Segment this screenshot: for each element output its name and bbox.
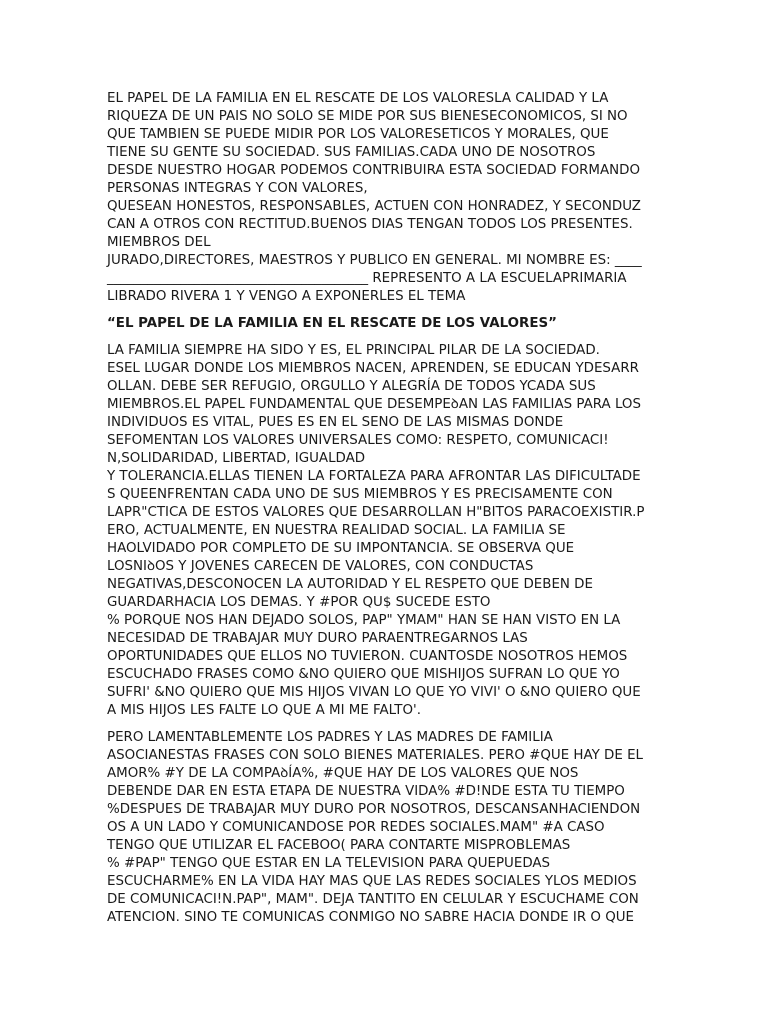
- document-title: “EL PAPEL DE LA FAMILIA EN EL RESCATE DE LOS VALORES”: [107, 316, 557, 331]
- body-line: ERO, ACTUALMENTE, EN NUESTRA REALIDAD SOCIAL. LA FAMILIA SE: [107, 523, 566, 538]
- body-line: N,SOLIDARIDAD, LIBERTAD, IGUALDAD: [107, 451, 366, 466]
- spacer: [107, 306, 665, 315]
- closing-line: TENGO QUE UTILIZAR EL FACEBOO( PARA CONTARTE MISPROBLEMAS: [107, 838, 571, 853]
- body-line: SEFOMENTAN LOS VALORES UNIVERSALES COMO: RESPETO, COMUNICACI!: [107, 433, 609, 448]
- closing-line: PERO LAMENTABLEMENTE LOS PADRES Y LAS MADRES DE FAMILIA: [107, 730, 553, 745]
- intro-line: CAN A OTROS CON RECTITUD.BUENOS DIAS TENGAN TODOS LOS PRESENTES.: [107, 217, 633, 232]
- closing-line: ASOCIANESTAS FRASES CON SOLO BIENES MATERIALES. PERO #QUE HAY DE EL: [107, 748, 643, 763]
- intro-line: LIBRADO RIVERA 1 Y VENGO A EXPONERLES EL TEMA: [107, 289, 466, 304]
- intro-line: TIENE SU GENTE SU SOCIEDAD. SUS FAMILIAS.CADA UNO DE NOSOTROS: [107, 145, 596, 160]
- body-line: OPORTUNIDADES QUE ELLOS NO TUVIERON. CUANTOSDE NOSOTROS HEMOS: [107, 649, 628, 664]
- closing-line: DEBENDE DAR EN ESTA ETAPA DE NUESTRA VIDA% #D!NDE ESTA TU TIEMPO: [107, 784, 625, 799]
- body-line: LOSNIꝺOS Y JOVENES CARECEN DE VALORES, CON CONDUCTAS: [107, 559, 534, 574]
- intro-line: EL PAPEL DE LA FAMILIA EN EL RESCATE DE LOS VALORESLA CALIDAD Y LA: [107, 91, 609, 106]
- intro-line: PERSONAS INTEGRAS Y CON VALORES,: [107, 181, 368, 196]
- body-line: NECESIDAD DE TRABAJAR MUY DURO PARAENTREGARNOS LAS: [107, 631, 528, 646]
- intro-line: _______________________________________ REPRESENTO A LA ESCUELAPRIMARIA: [107, 271, 627, 286]
- spacer: [107, 333, 665, 342]
- body-line: S QUEENFRENTAN CADA UNO DE SUS MIEMBROS Y ES PRECISAMENTE CON: [107, 487, 613, 502]
- body-paragraph: [107, 342, 665, 720]
- body-line: MIEMBROS.EL PAPEL FUNDAMENTAL QUE DESEMPEꝺAN LAS FAMILIAS PARA LOS: [107, 397, 641, 412]
- intro-line: QUE TAMBIEN SE PUEDE MIDIR POR LOS VALORESETICOS Y MORALES, QUE: [107, 127, 609, 142]
- intro-line: MIEMBROS DEL: [107, 235, 211, 250]
- body-line: A MIS HIJOS LES FALTE LO QUE A MI ME FALTO'.: [107, 703, 421, 718]
- closing-paragraph: [107, 729, 665, 927]
- closing-line: OS A UN LADO Y COMUNICANDOSE POR REDES SOCIALES.MAM" #A CASO: [107, 820, 605, 835]
- closing-line: DE COMUNICACI!N.PAP", MAM". DEJA TANTITO EN CELULAR Y ESCUCHAME CON: [107, 892, 639, 907]
- closing-line: ESCUCHARME% EN LA VIDA HAY MAS QUE LAS REDES SOCIALES YLOS MEDIOS: [107, 874, 637, 889]
- body-line: ESCUCHADO FRASES COMO &NO QUIERO QUE MISHIJOS SUFRAN LO QUE YO: [107, 667, 620, 682]
- closing-line: AMOR% #Y DE LA COMPAꝺÍA%, #QUE HAY DE LOS VALORES QUE NOS: [107, 766, 579, 781]
- body-line: OLLAN. DEBE SER REFUGIO, ORGULLO Y ALEGRÍA DE TODOS YCADA SUS: [107, 379, 596, 394]
- intro-line: DESDE NUESTRO HOGAR PODEMOS CONTRIBUIRA ESTA SOCIEDAD FORMANDO: [107, 163, 641, 178]
- document-content: [107, 90, 665, 927]
- body-line: HAOLVIDADO POR COMPLETO DE SU IMPONTANCIA. SE OBSERVA QUE: [107, 541, 575, 556]
- body-line: LAPR"CTICA DE ESTOS VALORES QUE DESARROLLAN H"BITOS PARACOEXISTIR.P: [107, 505, 645, 520]
- intro-line: RIQUEZA DE UN PAIS NO SOLO SE MIDE POR SUS BIENESECONOMICOS, SI NO: [107, 109, 628, 124]
- body-line: SUFRI' &NO QUIERO QUE MIS HIJOS VIVAN LO QUE YO VIVI' O &NO QUIERO QUE: [107, 685, 641, 700]
- intro-line: JURADO,DIRECTORES, MAESTROS Y PUBLICO EN GENERAL. MI NOMBRE ES: ____: [107, 253, 642, 268]
- intro-line: QUESEAN HONESTOS, RESPONSABLES, ACTUEN CON HONRADEZ, Y SECONDUZ: [107, 199, 641, 214]
- body-line: LA FAMILIA SIEMPRE HA SIDO Y ES, EL PRINCIPAL PILAR DE LA SOCIEDAD.: [107, 343, 600, 358]
- body-line: % PORQUE NOS HAN DEJADO SOLOS, PAP" YMAM" HAN SE HAN VISTO EN LA: [107, 613, 621, 628]
- closing-line: % #PAP" TENGO QUE ESTAR EN LA TELEVISION PARA QUEPUEDAS: [107, 856, 551, 871]
- body-line: Y TOLERANCIA.ELLAS TIENEN LA FORTALEZA PARA AFRONTAR LAS DIFICULTADE: [107, 469, 641, 484]
- closing-line: %DESPUES DE TRABAJAR MUY DURO POR NOSOTROS, DESCANSANHACIENDON: [107, 802, 641, 817]
- body-line: GUARDARHACIA LOS DEMAS. Y #POR QU$ SUCEDE ESTO: [107, 595, 491, 610]
- body-line: INDIVIDUOS ES VITAL, PUES ES EN EL SENO DE LAS MISMAS DONDE: [107, 415, 564, 430]
- body-line: ESEL LUGAR DONDE LOS MIEMBROS NACEN, APRENDEN, SE EDUCAN YDESARR: [107, 361, 639, 376]
- spacer: [107, 720, 665, 729]
- intro-paragraph: [107, 90, 665, 306]
- body-line: NEGATIVAS,DESCONOCEN LA AUTORIDAD Y EL RESPETO QUE DEBEN DE: [107, 577, 593, 592]
- closing-line: ATENCION. SINO TE COMUNICAS CONMIGO NO SABRE HACIA DONDE IR O QUE: [107, 910, 635, 925]
